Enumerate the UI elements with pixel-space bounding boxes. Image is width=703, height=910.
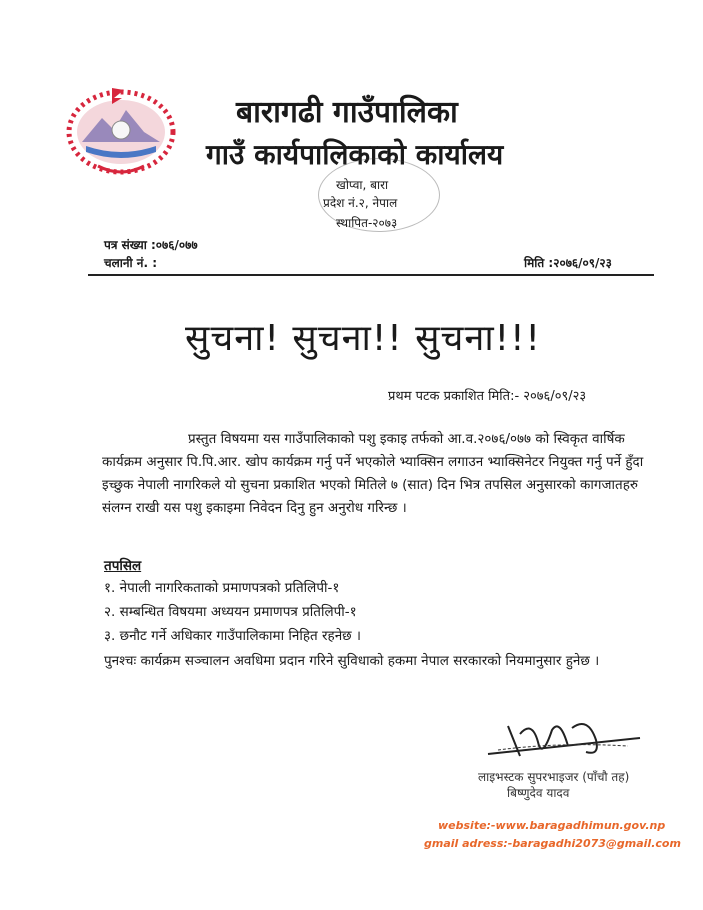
government-emblem-icon — [62, 80, 180, 178]
office-subtitle: गाउँ कार्यपालिकाको कार्यालय — [206, 138, 504, 171]
address-line-1: खोप्वा, बारा — [336, 178, 389, 192]
schedule-heading: तपसिल — [104, 558, 142, 574]
schedule-item: २. सम्बन्धित विषयमा अध्ययन प्रमाणपत्र प्रतिलिपी-१ — [104, 604, 357, 620]
office-title: बारागढी गाउँपालिका — [236, 95, 458, 130]
dispatch-number: चलानी नं. : — [104, 256, 158, 270]
body-paragraph: प्रस्तुत विषयमा यस गाउँपालिकाको पशु इकाइ तर्फको आ.व.२०७६/०७७ को स्विकृत वार्षिक कार्यक्रम अनुसार पि.पि.आर. खोप कार्यक्रम गर्नु पर्ने भएकोले भ्याक्सिन लगाउन भ्याक्सिनेटर नियुक्त गर्नु पर्ने हुँदा इच्छुक नेपाली नागरिकले यो सुचना प्रकाशित भएको मितिले ७ (सात) दिन भित्र तपसिल अनुसारको कागजातहरु संलग्न राखी यस पशु इकाइमा निवेदन दिनु हुन अनुरोध गरिन्छ । — [102, 431, 644, 516]
postscript: पुनश्चः कार्यक्रम सञ्चालन अवधिमा प्रदान गरिने सुविधाको हकमा नेपाल सरकारको नियमानुसार हुनेछ । — [104, 653, 600, 669]
signatory-designation: लाइभस्टक सुपरभाइजर (पाँचौ तह) — [478, 770, 630, 784]
website-link[interactable]: website:-www.baragadhimun.gov.np — [438, 819, 666, 832]
schedule-item: ३. छनौट गर्ने अधिकार गाउँपालिकामा निहित रहनेछ । — [104, 628, 362, 644]
letter-date: मिति :२०७६/०९/२३ — [524, 256, 612, 270]
schedule-item: १. नेपाली नागरिकताको प्रमाणपत्रको प्रतिलिपी-१ — [104, 580, 340, 596]
established-line: स्थापित-२०७३ — [336, 216, 398, 230]
signatory-name: बिष्णुदेव यादव — [507, 786, 570, 800]
notice-heading: सुचना! सुचना!! सुचना!!! — [185, 318, 541, 359]
address-line-2: प्रदेश नं.२, नेपाल — [323, 196, 398, 210]
email-address[interactable]: gmail adress:-baragadhi2073@gmail.com — [424, 837, 681, 850]
header-divider — [88, 274, 654, 276]
letter-number: पत्र संख्या :०७६/०७७ — [104, 238, 198, 252]
publication-date: प्रथम पटक प्रकाशित मिति:- २०७६/०९/२३ — [388, 389, 587, 404]
